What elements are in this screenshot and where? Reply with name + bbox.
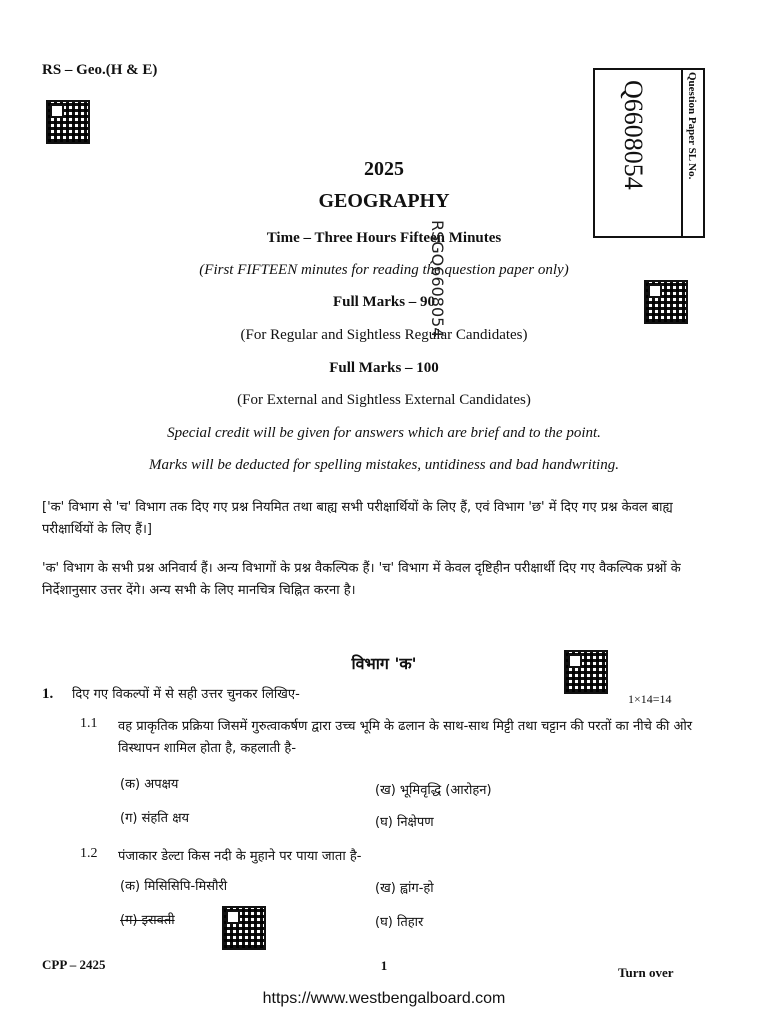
- qr-code-icon: [644, 280, 688, 324]
- sub-question-number: 1.1: [80, 716, 98, 731]
- option-b: (ख) ह्वांग-हो: [375, 881, 434, 896]
- marks-allocation: 1×14=14: [628, 692, 672, 706]
- sub-question-number: 1.2: [80, 846, 98, 861]
- source-url[interactable]: https://www.westbengalboard.com: [262, 990, 506, 1007]
- instruction-paragraph: 'क' विभाग के सभी प्रश्न अनिवार्य हैं। अन्य विभागों के प्रश्न वैकल्पिक हैं। 'च' विभाग में केवल दृष्टिहीन परीक्षार्थी दिए गए वैकल्पिक प्रश्नों के निर्देशानुसार उत्तर देंगे। अन्य सभी के लिए मानचित्र चिह्नित करना है।: [42, 561, 681, 598]
- turn-over-note: Turn over: [618, 965, 674, 980]
- page-number: 1: [380, 958, 388, 973]
- option-c: (ग) संहति क्षय: [120, 811, 190, 826]
- instruction-paragraph: ['क' विभाग से 'च' विभाग तक दिए गए प्रश्न नियमित तथा बाह्य सभी परीक्षार्थियों के लिए हैं, एवं विभाग 'छ' में दिए गए प्रश्न केवल बाह्य परीक्षार्थियों के लिए हैं।]: [42, 500, 673, 537]
- qr-code-icon: [46, 100, 90, 144]
- paper-code: RS – Geo.(H & E): [42, 62, 158, 78]
- option-d: (घ) तिहार: [375, 915, 424, 930]
- external-candidates-note: (For External and Sightless External Candidates): [237, 392, 531, 408]
- option-d: (घ) निक्षेपण: [375, 815, 434, 830]
- option-c: (ग) इरावती: [120, 913, 175, 928]
- question-instruction: दिए गए विकल्पों में से सही उत्तर चुनकर लिखिए-: [72, 687, 300, 702]
- option-a: (क) अपक्षय: [120, 777, 179, 792]
- option-b: (ख) भूमिवृद्धि (आरोहन): [375, 783, 492, 798]
- time-allowed: Time – Three Hours Fifteen Minutes: [266, 230, 502, 246]
- serial-label: Question Paper SL No.: [686, 72, 698, 180]
- exam-year: 2025: [364, 158, 404, 180]
- full-marks-external: Full Marks – 100: [329, 360, 439, 376]
- option-a: (क) मिसिसिपि-मिसौरी: [120, 879, 228, 894]
- vertical-watermark: RSGQ6608054: [428, 220, 447, 338]
- special-credit-note: Special credit will be given for answers which are brief and to the point.: [167, 425, 601, 441]
- regular-candidates-note: (For Regular and Sightless Regular Candidates): [240, 327, 528, 343]
- reading-time-note: (First FIFTEEN minutes for reading the question paper only): [199, 262, 569, 278]
- sub-question-text: पंजाकार डेल्टा किस नदी के मुहाने पर पाया जाता है-: [118, 849, 362, 864]
- subject-title: GEOGRAPHY: [318, 190, 450, 212]
- qr-code-icon: [564, 650, 608, 694]
- qr-code-icon: [222, 906, 266, 950]
- footer-code: CPP – 2425: [42, 957, 106, 972]
- question-number: 1.: [42, 686, 54, 702]
- section-title: विभाग 'क': [351, 654, 417, 673]
- sub-question-text: वह प्राकृतिक प्रक्रिया जिसमें गुरुत्वाकर्षण द्वारा उच्च भूमि के ढलान के साथ-साथ मिट्टी तथा चट्टान की परतों का नीचे की ओर विस्थापन शामिल होता है, कहलाती है-: [118, 719, 693, 756]
- serial-number: Q6608054: [619, 80, 648, 190]
- full-marks-regular: Full Marks – 90: [332, 294, 436, 310]
- deduction-note: Marks will be deducted for spelling mistakes, untidiness and bad handwriting.: [149, 457, 619, 473]
